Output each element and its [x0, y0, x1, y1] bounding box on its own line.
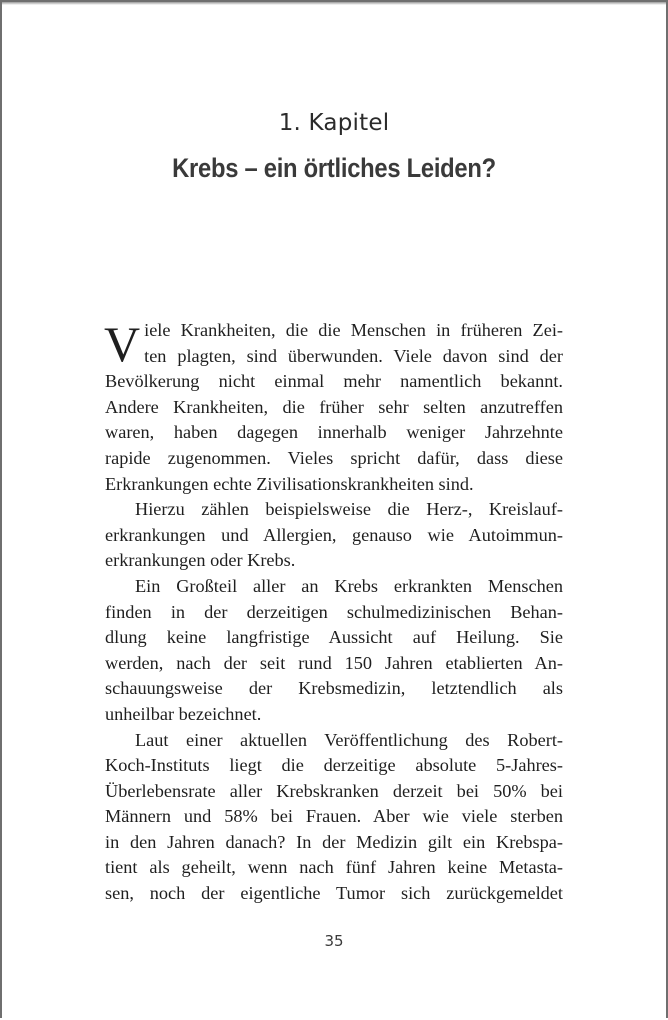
chapter-title: Krebs – ein örtliches Leiden? — [172, 153, 496, 183]
text-line: Männern und 58% bei Frauen. Aber wie viele sterben — [105, 806, 563, 827]
paragraph-1 — [105, 318, 563, 497]
text-line: Hierzu zählen beispielsweise die Herz-, Kreislauf- — [135, 499, 563, 520]
text-line: dlung keine langfristige Aussicht auf Heilung. Sie — [105, 627, 563, 648]
text-line: schauungsweise der Krebsmedizin, letztendlich als — [105, 678, 563, 699]
paragraph-2 — [105, 497, 563, 574]
text-line: ten plagten, sind überwunden. Viele davon sind der — [144, 345, 563, 366]
text-line: erkrankungen und Allergien, genauso wie Autoimmun- — [105, 524, 563, 545]
text-line: in den Jahren danach? In der Medizin gilt ein Krebspa- — [105, 831, 563, 852]
text-line: Laut einer aktuellen Veröffentlichung des Robert- — [135, 729, 563, 750]
text-line: Bevölkerung nicht einmal mehr namentlich bekannt. — [105, 371, 563, 392]
body-text — [105, 318, 563, 907]
text-line: sen, noch der eigentliche Tumor sich zurückgemeldet — [105, 883, 563, 904]
paragraph-3 — [105, 574, 563, 728]
paragraph-4 — [105, 728, 563, 907]
text-line: unheilbar bezeichnet. — [105, 703, 262, 724]
page-number: 35 — [324, 932, 344, 950]
chapter-number: 1. Kapitel — [278, 110, 390, 136]
text-line: waren, haben dagegen innerhalb weniger Jahrzehnte — [105, 422, 563, 443]
text-line: tient als geheilt, wenn nach fünf Jahren keine Metasta- — [105, 857, 563, 878]
drop-cap: V — [104, 316, 141, 372]
text-line: Koch-Instituts liegt die derzeitige absolute 5-Jahres- — [105, 755, 563, 776]
text-line: iele Krankheiten, die die Menschen in früheren Zei- — [144, 320, 563, 340]
text-line: Überlebensrate aller Krebskranken derzeit bei 50% bei — [105, 780, 563, 801]
text-line: finden in der derzeitigen schulmedizinischen Behan- — [105, 601, 563, 622]
text-line: erkrankungen oder Krebs. — [105, 550, 296, 571]
text-line: Ein Großteil aller an Krebs erkrankten Menschen — [135, 575, 563, 596]
text-line: werden, nach der seit rund 150 Jahren etablierten An- — [105, 652, 563, 673]
text-line: Andere Krankheiten, die früher sehr selten anzutreffen — [105, 396, 563, 417]
page-top-edge — [2, 2, 666, 5]
text-line: rapide zugenommen. Vieles spricht dafür, dass diese — [105, 447, 563, 468]
text-line: Erkrankungen echte Zivilisationskrankheiten sind. — [105, 473, 474, 494]
